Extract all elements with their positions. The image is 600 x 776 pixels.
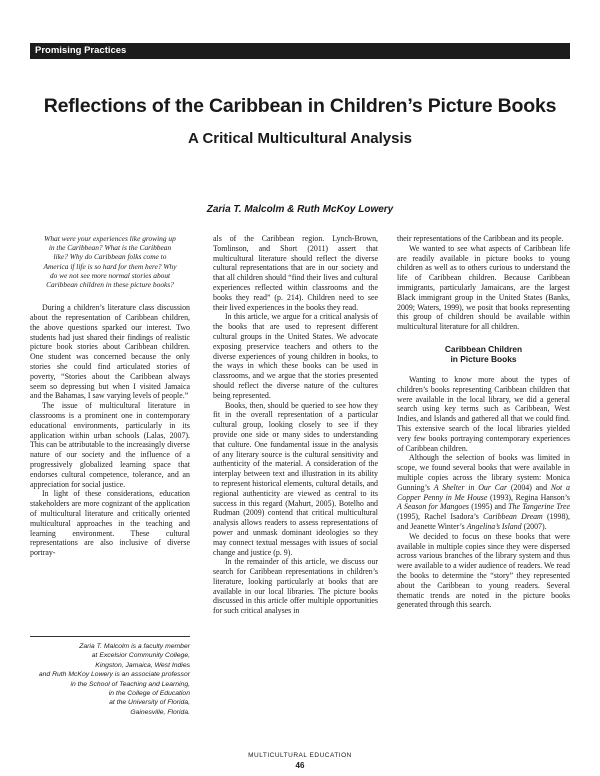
bio-line: at Excelsior Community College, [91, 652, 190, 660]
book-title: The Tangerine Tree [508, 502, 570, 512]
page-number: 46 [295, 761, 305, 770]
paragraph: Wanting to know more about the types of children’s books representing Caribbean children that were available in the local library, we did a general search using key terms such as Caribbean, West Indies, and Islands and gathered all that we could find. This extensive search of the local libraries yielded very few books portraying contemporary experiences of Caribbean children. [397, 374, 570, 453]
paragraph: In this article, we argue for a critical analysis of the books that are used to represent different cultural groups in the United States. We advocate exposing preservice teachers and others to the diverse experiences of young children in books, to the ways in which these books can be used in classrooms, and we argue that the stories presented should reflect the diverse nature of the cultures being represented. [213, 312, 378, 400]
text-run: (1998), and Jeanette Winter’s [397, 512, 570, 531]
bio-line: Zaria T. Malcolm is a faculty member [79, 643, 190, 650]
book-title: Caribbean Dream [483, 512, 543, 522]
paragraph: The issue of multicultural literature in classrooms is a prominent one in contemporary educational environments, particularly in its application within urban schools (Lalas, 2007). This can be attributable to the increasingly diverse nature of our society and the influence of a progressively globalized learning space that endorses cultural competence, tolerance, and an appreciation for social justice. [30, 401, 190, 489]
bio-line: and Ruth McKoy Lowery is an associate professor [38, 671, 190, 679]
section-label: Promising Practices [35, 45, 127, 56]
text-run: (2007). [521, 521, 547, 531]
article-subtitle: A Critical Multicultural Analysis [188, 130, 412, 147]
bio-line: in the School of Teaching and Learning, [70, 680, 190, 688]
paragraph: In the remainder of this article, we discuss our search for Caribbean representations in children’s literature, looking particularly at books that are available in our local libraries. The picture books discussed in this article offer multiple opportunities for such critical analyses in [213, 557, 378, 616]
text-run: (1995) and [468, 502, 509, 512]
column-2 [213, 234, 378, 616]
book-title: A Season for Mangoes [397, 502, 469, 512]
text-run: (1993), Regina Hanson’s [487, 492, 570, 502]
book-title: Angelina’s Island [466, 521, 522, 531]
paragraph: We wanted to see what aspects of Caribbean life are readily available in picture books to young children as well as to others curious to understand the life of Caribbean children. Because Caribbean immigrants, particularly Jamaicans, are the largest Black immigrant group in the United States (Banks, 2009; Waters, 1999), we posit that books representing this group of children should be available within multicultural literature for all children. [397, 243, 570, 332]
author-bio [30, 636, 190, 717]
bio-line: at the University of Florida, [109, 699, 190, 707]
bio-line: Kingston, Jamaica, West Indies [95, 661, 190, 669]
paragraph: their representations of the Caribbean and its people. [397, 234, 564, 243]
paragraph: In light of these considerations, education stakeholders are more cognizant of the application of multicultural literature and critically oriented multicultural approaches in the teaching and learning environment. These cultural representations are also inclusive of diverse portray- [30, 489, 190, 558]
text-run: (2004) and [507, 482, 551, 492]
bio-line: in the College of Education [108, 690, 190, 698]
text-run: (1995), Rachel Isadora’s [397, 512, 484, 522]
paragraph: During a children’s literature class discussion about the representation of Caribbean children, the above questions sparked our interest. Two students had just shared their findings of realistic picture book stories about Caribbean children. One student was concerned because the only stories she could find articulated stories of poverty, “Stories about the Caribbean always seem so depressing but when I visited Jamaica and the Bahamas, I saw varying levels of people.” [30, 303, 190, 401]
text-run: Although the selection of books was limited in scope, we found several books that were available in multiple copies across the library system: Monica Gunning’s [397, 453, 570, 492]
book-title: Not a Copper Penny in Me House [397, 482, 570, 502]
section-header-bar [30, 43, 570, 59]
paragraph [397, 453, 570, 531]
journal-name: MULTICULTURAL EDUCATION [248, 752, 352, 759]
article-title: Reflections of the Caribbean in Children’s Picture Books [43, 95, 557, 117]
book-title: A Shelter in Our Car [433, 482, 508, 492]
column-1 [30, 234, 190, 558]
bio-line: Gainesville, Florida. [130, 708, 190, 716]
pull-quote: What were your experiences like growing up in the Caribbean? What is the Caribbean like? Why do Caribbean folks come to America if life is so hard for them here? Why do we not see more normal stories about Caribbean children in these picture books? [43, 234, 177, 290]
subheading-line: in Picture Books [450, 354, 517, 365]
section-subheading [397, 344, 570, 365]
article-authors: Zaria T. Malcolm & Ruth McKoy Lowery [206, 204, 394, 215]
paragraph: We decided to focus on these books that were available in multiple copies since they were dispersed across various branches of the library system and thus were available to a wider audience of readers. We read the books to determine the “story” they represented about the Caribbean to young readers. Several thematic trends are noted in the picture books generated through this search. [397, 531, 570, 610]
subheading-line: Caribbean Children [444, 343, 523, 354]
paragraph: als of the Caribbean region. Lynch-Brown, Tomlinson, and Short (2011) assert that multicultural literature should reflect the diverse cultural representations that are in our society and that all children should “find their lives and cultural experiences reflected within classrooms and the books they read” (p. 214). Children need to see their lived experiences in the books they read. [213, 234, 378, 312]
paragraph: Books, then, should be queried to see how they fit in the overall representation of a particular cultural group, looking closely to see if they provide one side or many sides to understanding that culture. One fundamental issue in the analysis of any literary source is the cultural sensitivity and authenticity of the material. A consideration of the interplay between text and illustration in its ability to represent historical elements, cultural details, and regional authenticity are viewed as central to its success in this regard (Mahurt, 2005). Botelho and Rudman (2009) contend that critical multicultural analysis allows readers to assess representations of power and unmask dominant ideologies so they may connect textual messages with issues of social change and justice (p. 9). [213, 400, 378, 557]
column-3 [397, 234, 570, 610]
